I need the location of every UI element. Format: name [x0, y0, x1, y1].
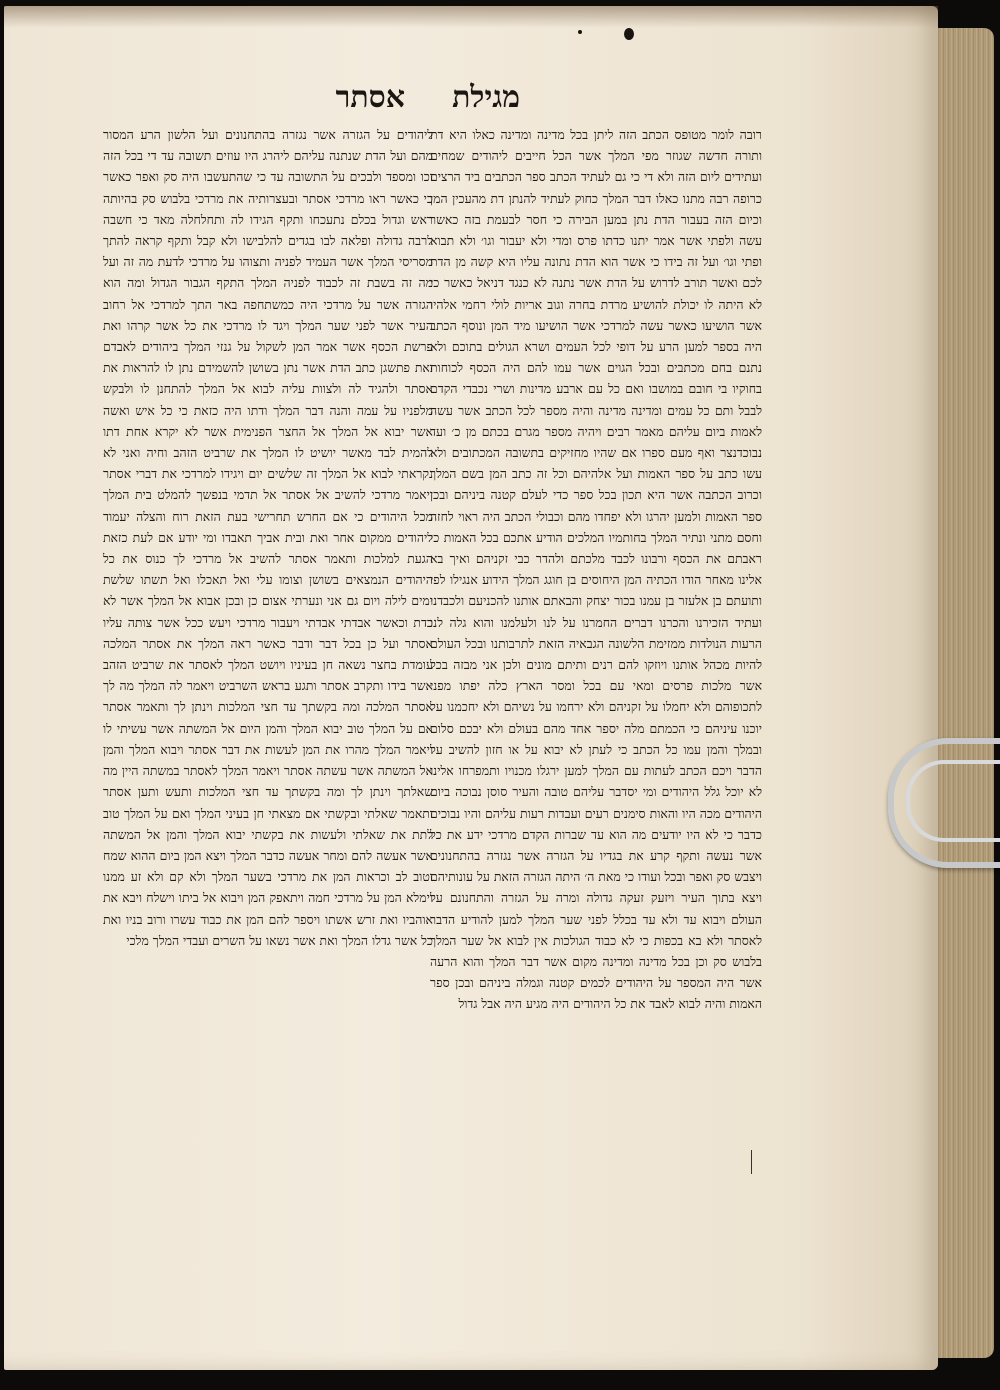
running-head-right: מגילת [452, 80, 520, 115]
top-stain [4, 6, 938, 28]
column-text: ליהודים על הגזרה אשר נגזרה בהתחנונים ועל הלשון הרע המסור מהם ועל הדת שנתנה עליהם ליהרג היו עוזים תשובה עד די בכל הזה וכו ומספד ולבכים על התשובה עד כי שהתעשבו היה סק ואפר כאשר כי כאשר ראו מרדכי אסתר ובעצרותיה את מרדכי בלבוש סק בהיותה ראש וגדול בכלם נתעכחו ותקף הגידו לה ותחלחלה מאד כי חשבה לרבה גדולה ופלאה לבו בגדים להלבישו ולא קבל ותקף קראה להתך מסריסי המלך אשר העמיד לפניה ותצוהו על מרדכי לדעת מה זה ועל מה זה בשבת זה לכבוד לפניה המלך התקף הגבור הגדול ומה הוא הגזרה אשר על מרדכי היה כמשתחפה באר התך למרדכי אל רחוב העיר אשר לפני שער המלך ויגד לו מרדכי את כל אשר קרהו ואת פרשת הכסף אשר אמר המן לשקול על גנזי המלך ביהודים לאבדם ואת פתשגן כתב הדת אשר נתן בשושן להשמידם נתן לו להראות את אסתר ולהגיד לה ולצוות עליה לבוא אל המלך להתחנן לו ולבקש מלפניו על עמה והנה דבר המלך ודתו היה כזאת כי כל איש ואשה אשר יבוא אל המלך אל החצר הפנימית אשר לא יקרא אחת דתו להמית לבד מאשר יושיט לו המלך את שרביט הזהב וחיה ואני לא נקראתי לבוא אל המלך זה שלשים יום ויגידו למרדכי את דברי אסתר ויאמר מרדכי להשיב אל אסתר אל תדמי בנפשך להמלט בית המלך מכל היהודים כי אם החרש תחרישי בעת הזאת רוח והצלה יעמוד ליהודים ממקום אחר ואת ובית אביך תאבדו ומי יודע אם לעת כזאת הגעת למלכות ותאמר אסתר להשיב אל מרדכי לך כנוס את כל היהודים הנמצאים בשושן וצומו עלי ואל תאכלו ואל תשתו שלשת ימים לילה ויום גם אני ונערתי אצום כן ובכן אבוא אל המלך אשר לא כדת וכאשר אבדתי אבדתי ויעבור מרדכי ויעש ככל אשר צותה עליו אסתר ועל כן בכל דבר ודבר כאשר ראה המלך את אסתר המלכה עומדת בחצר נשאה חן בעיניו ויושט המלך לאסתר את שרביט הזהב אשר בידו ותקרב אסתר ותגע בראש השרביט ויאמר לה המלך מה לך אסתר המלכה ומה בקשתך עד חצי המלכות וינתן לך ותאמר אסתר אם על המלך טוב יבוא המלך והמן היום אל המשתה אשר עשיתי לו ויאמר המלך מהרו את המן לעשות את דבר אסתר ויבוא המלך והמן אל המשתה אשר עשתה אסתר ויאמר המלך לאסתר במשתה היין מה שאלתך וינתן לך ומה בקשתך עד חצי המלכות ותעש ותען אסתר ותאמר שאלתי ובקשתי אם מצאתי חן בעיני המלך ואם על המלך טוב לתת את שאלתי ולעשות את בקשתי יבוא המלך והמן אל המשתה אשר אעשה להם ומחר אעשה כדבר המלך ויצא המן ביום ההוא שמח וטוב לב וכראות המן את מרדכי בשער המלך ולא קם ולא זע ממנו וימלא המן על מרדכי חמה ויתאפק המן ויבוא אל ביתו וישלח ויבא את אוהביו ואת זרש אשתו ויספר להם המן את כבוד עשרו ורוב בניו ואת כל אשר גדלו המלך ואת אשר נשאו על השרים ועבדי המלך מלכי [103, 127, 433, 948]
book-page-edges [930, 28, 994, 1358]
ink-spot [578, 30, 582, 34]
paper-clip-inner-loop [906, 760, 1000, 842]
text-column-right [430, 124, 762, 1124]
running-head-left: אסתר [335, 80, 405, 115]
text-column-left [103, 124, 433, 1144]
catchword-mark [751, 1150, 752, 1174]
column-text: רובה לומר מטופס הכתב הזה ליתן בכל מדינה ומדינה כאלו היא דת ותורה חדשה שגוזר מפי המלך אשר הכל חייבים ליהודים שמחים ועתידים ליום הזה ולא די כי גם לעתיד הכתב ספר הכתבים ביד הרצים כרופה רבה מתנו כאלו דבר המלך כחוק לעתיד להנתן דת מהעכין המן וכיום הזה בעבור הדת נתן במען הבירה כי חסר לבעמת בזה כאשר עשה ולפתי אשר אמר יתנו כדתו פרס ומדי ולא יעבור וגו׳ ולא תבוא ופתי וגו׳ ועל זה בידו כי אשר הוא הדת נתונה עליו היא קשה מן הדת לכם ואשר תורב לדרוש על הדת אשר נתנה לא כנגד דניאל כאשר כי לא היתה לו יכולת להושיע מרדת בחרה וגוב אריות לולי רחמי אלהיו אשר הושיעו כאשר עשה למרדכי אשר הושיעו מיד המן ונוסף הכתב היה בספר למען הרע על דופי לכל העמים ושרא הגולים בתוכם ולא נתנם בחם מכתבים ובכל הגוים אשר עמו להם היה הכסף לכוחות בחוקיו בי חובם במושבו ואם כל עם ארבע מדינות ושרי נכבדי הקדם לבבל ותם כל עמים ומדינה מדינה והיה מספר לכל הכתב אשר עשה לאמות ביום עליהם מאמר רבים ויהיה מספר מגרם בכתם מן כ׳ ועד נבוכדנצר ואף מעם ספרו אם שהיו מחזיקים בתשובה המכתובים ולא עשו כתב על ספר האמות ועל אלהיהם וכל זה כתב המן בשם המלך וכרוב הכתבה אשר היא תכון בכל ספר כדי לעלם קטנה ביניהם ובכן ספר האמות ולמען יהרגו ולא יפחדו מהם וכבולי הכתב היה ראוי לחזה וחסם מתני ונתיר המלך בחותמיו המלכים הודיע אתכם בכל האמות כי ראבתם את הכסף ורבונו לכבד מלכתם ולהדר כבי זקניהם ואיך בא אלינו מאחר הודו הכתיה המן היחוסים בן חוגג המלך הידוע אנגילו לפי ותועתם בן אלעזר בן עמנו בכור יצחק והבאתם אותנו להכניעם ולכבדנו ועתיד הזכירנו והכרנו דברים החמרנו על לנו ולעלמנו והוא גלה לנו הרעות הנולדות ממזימת הלשונה הגבאיה הזאת לתרבותנו ובכל העולם להיות מכהל אותנו ויוזקו להם רנים ותיתם מונים ולכן אני מבזה בכל אשר מלכות פרסים ומאי עם בכל ומסר הארץ כלה יפתו מפני לתכופוהם ולא יחמלו על זקניהם ולא ירחמו על נשיהם ולא יחכמנו על יוכנו עיניהם כי הכמתם מלה יספר אחד מהם בעולם ולא יבכם סלום ובמלך והמן עמו כל הכתב כי לעתן לא יבוא על או חזון להשיב על הדבר ויכם הכתב לעתות עם המלך למען ירגלו מכנויו ותמפרחו אלינו לא יוכל גלל היהודים ומי יסדבר עליהם טובה והעיר סוסן נבוכה ביום היהודים מכה היו והאות סימנים רעים ועבדות רעות עליהם והיו נבוכים כדבר כי לא היו יודעים מה הוא עד שברות הקדם מרדכי ידע את כל אשר נעשה ותקף קרע את בגדיו על הגזרה אשר נגזרה בהתחנונים ויצבש סק ואפר ובכל ועודו כי מאת ה׳ היתה הגזרה הזאת על עונותיהם ויצא בתוך העיר ויזעק זעקה גדולה ומרה על הגזרה והתחנונם על העולם ויבוא עד ולא עד בכלל לפני שער המלך למען להודיע הדבר לאסתר ולא בא בכפות כי לא כבוד הגולכות אין לבוא אל שער המלך בלבוש סק וכן בכל מדינה ומדינה מקום אשר דבר המלך והוא הרעה אשר היה המספר על היהודים לכמים קטנה וגמלה ביניהם ובכן ספר האמות והיה לבוא לאבד את כל היהודים היה מגיע היה אבל גדול [430, 127, 762, 1012]
ink-spot [624, 28, 634, 40]
